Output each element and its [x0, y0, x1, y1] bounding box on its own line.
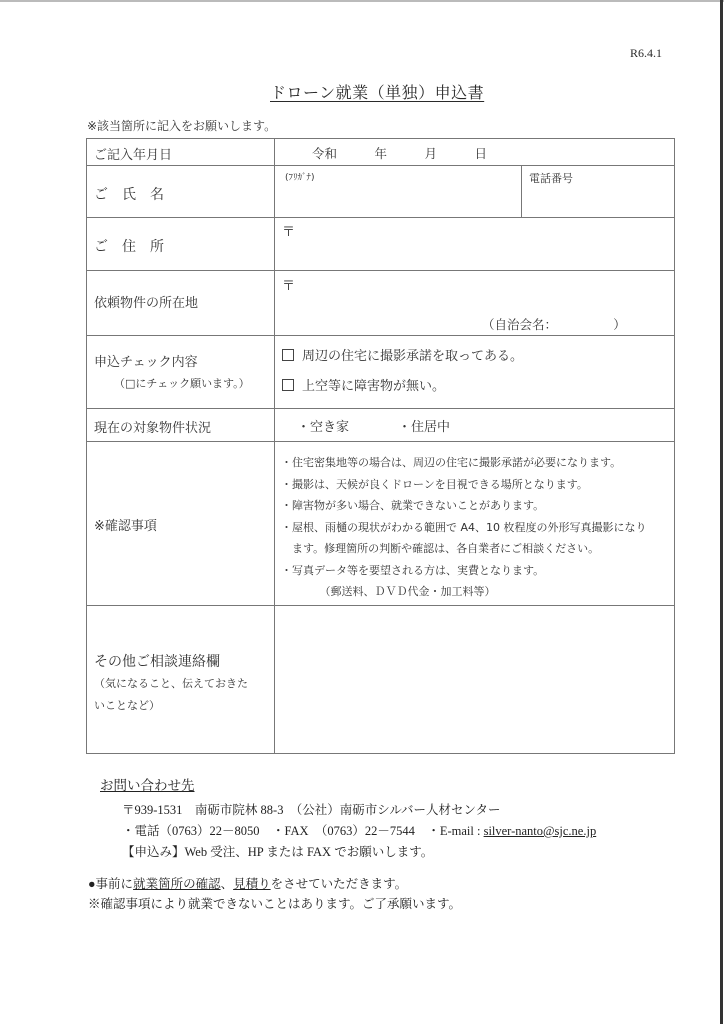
checkbox-no-obstacles[interactable] — [282, 379, 294, 391]
label-confirmation: ※確認事項 — [94, 519, 157, 534]
note-item: ・屋根、雨樋の現状がわかる範囲で A4、10 枚程度の外形写真撮影になり — [281, 520, 647, 534]
check-instruction: （□にチェック願います。） — [114, 377, 250, 390]
other-consultation-hint: いことなど） — [94, 699, 160, 712]
contact-apply: 【申込み】Web 受注、HP または FAX でお願いします。 — [122, 845, 434, 859]
label-application-check: 申込チェック内容 — [94, 355, 198, 370]
note-emphasis: 就業箇所の確認 — [133, 877, 221, 891]
contact-phone-line — [122, 821, 596, 839]
contact-heading: お問い合わせ先 — [100, 778, 195, 794]
postal-mark: 〒 — [282, 279, 296, 294]
check-label: 周辺の住宅に撮影承諾を取ってある。 — [302, 349, 524, 364]
label-property-status: 現在の対象物件状況 — [94, 421, 212, 436]
fill-instruction: ※該当箇所に記入をお願いします。 — [87, 119, 277, 133]
phone-column-divider — [521, 165, 522, 217]
phone-field[interactable] — [523, 186, 673, 216]
page-title: ドローン就業（単独）申込書 — [270, 83, 485, 102]
table-border-left — [86, 138, 87, 754]
furigana-label: (ﾌﾘｶﾞﾅ) — [285, 173, 315, 183]
table-border-bottom — [86, 753, 675, 754]
confirmation-notes — [281, 452, 647, 603]
table-border-top — [86, 138, 675, 139]
note-item: ・障害物が多い場合、就業できないことがあります。 — [281, 499, 545, 512]
column-divider — [274, 138, 275, 754]
check-item[interactable] — [282, 375, 445, 394]
neighborhood-association-field[interactable]: （自治会名： ） — [482, 317, 626, 332]
note-item: （郵送料、ＤＶＤ代金・加工料等） — [281, 585, 496, 598]
table-border-right — [674, 138, 675, 754]
note-item: ます。修理箇所の判断や確認は、各自業者にご相談ください。 — [281, 542, 600, 555]
checkbox-neighbor-consent[interactable] — [282, 349, 294, 361]
contact-phone-fax: ・電話（0763）22－8050 ・FAX （0763）22－7544 ・E-mail : — [122, 824, 484, 838]
label-address: ご 住 所 — [94, 239, 164, 255]
revision-date: R6.4.1 — [630, 46, 663, 60]
label-other-consultation: その他ご相談連絡欄 — [94, 654, 220, 670]
note-emphasis: 見積り — [233, 877, 271, 891]
label-phone: 電話番号 — [529, 172, 573, 185]
prior-visit-note — [88, 874, 407, 892]
disclaimer-note: ※確認事項により就業できないことはあります。ご了承願います。 — [88, 897, 462, 911]
note-item: ・住宅密集地等の場合は、周辺の住宅に撮影承諾が必要になります。 — [281, 456, 622, 469]
email-link[interactable]: silver-nanto@sjc.ne.jp — [483, 824, 597, 838]
scan-top-edge — [0, 0, 724, 2]
other-consultation-hint: （気になること、伝えておきた — [94, 677, 248, 690]
option-occupied[interactable]: ・住居中 — [398, 420, 451, 435]
label-property-location: 依頼物件の所在地 — [94, 296, 199, 311]
name-field[interactable] — [276, 166, 520, 216]
other-consultation-field[interactable] — [276, 607, 673, 752]
scan-right-edge — [720, 0, 723, 1024]
row-divider — [86, 408, 675, 409]
note-text: をさせていただきます。 — [270, 877, 408, 891]
row-divider — [86, 335, 675, 336]
note-text: ●事前に — [88, 877, 134, 891]
row-divider — [86, 605, 675, 606]
note-item: ・撮影は、天候が良くドローンを目視できる場所となります。 — [281, 477, 588, 491]
address-field[interactable] — [276, 218, 673, 269]
label-entry-date: ご記入年月日 — [94, 148, 173, 163]
property-location-field[interactable] — [276, 290, 673, 310]
option-vacant[interactable]: ・空き家 — [297, 420, 350, 435]
postal-mark: 〒 — [282, 225, 296, 240]
entry-date-field[interactable]: 令和 年 月 日 — [312, 146, 488, 161]
contact-address: 〒939-1531 南砺市院林 88-3 （公社）南砺市シルバー人材センター — [122, 803, 501, 817]
row-divider — [86, 441, 675, 442]
check-label: 上空等に障害物が無い。 — [302, 379, 446, 394]
note-text: 、 — [220, 877, 234, 891]
label-name: ご 氏 名 — [94, 187, 164, 203]
check-item[interactable] — [282, 345, 523, 364]
note-item: ・写真データ等を要望される方は、実費となります。 — [281, 563, 545, 577]
row-divider — [86, 270, 675, 271]
